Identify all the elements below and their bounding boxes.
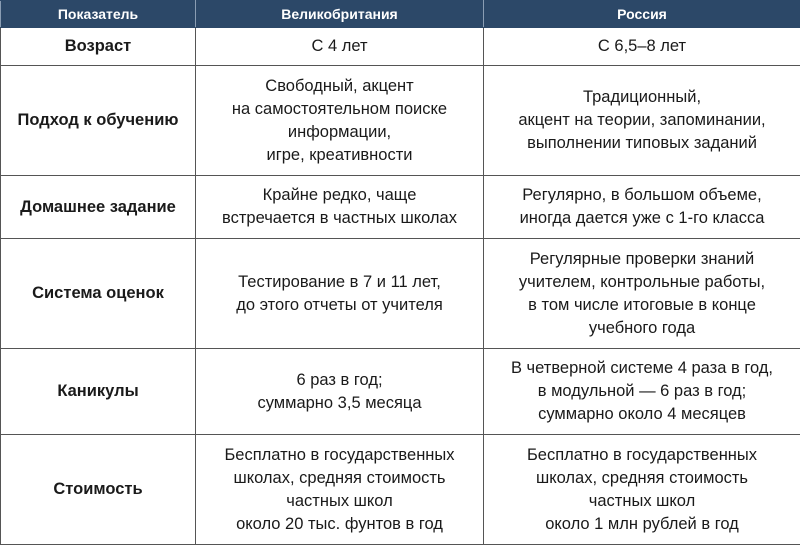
russia-line: частных школ [588, 491, 696, 510]
russia-cell [484, 239, 800, 349]
uk-cell [196, 176, 484, 239]
uk-line: С 4 лет [311, 37, 368, 55]
uk-line: Свободный, акцент [265, 76, 414, 95]
russia-line: выполнении типовых заданий [527, 134, 757, 152]
russia-line: акцент на теории, запоминании, [518, 111, 766, 129]
russia-line: иногда дается уже с 1-го класса [519, 209, 765, 227]
uk-cell [196, 28, 484, 66]
label-text: Домашнее задание [20, 197, 176, 216]
russia-cell [484, 435, 800, 545]
russia-line: С 6,5–8 лет [597, 37, 687, 55]
label-text: Каникулы [57, 382, 139, 400]
uk-line: на самостоятельном поиске [231, 99, 448, 118]
uk-line: информации, [287, 122, 392, 141]
uk-line: Тестирование в 7 и 11 лет, [238, 272, 441, 291]
label-text: Система оценок [32, 284, 164, 302]
table-body [1, 28, 800, 545]
row-approach [1, 66, 800, 176]
uk-line: встречается в частных школах [222, 209, 457, 227]
russia-line: Традиционный, [582, 88, 702, 106]
russia-line: около 1 млн рублей в год [545, 514, 739, 533]
uk-cell [196, 239, 484, 349]
uk-cell [196, 66, 484, 176]
row-label [1, 435, 196, 545]
russia-cell [484, 28, 800, 66]
russia-line: учебного года [588, 318, 696, 337]
uk-line: суммарно 3,5 месяца [257, 393, 422, 412]
uk-line: школах, средняя стоимость [233, 468, 446, 487]
russia-line: в модульной — 6 раз в год; [537, 382, 747, 400]
uk-line: частных школ [286, 491, 393, 510]
uk-cell [196, 435, 484, 545]
russia-line: в том числе итоговые в конце [528, 295, 756, 314]
uk-line: игре, креативности [266, 145, 413, 164]
label-text: Стоимость [53, 480, 143, 498]
label-text: Возраст [64, 37, 132, 55]
row-grading [1, 239, 800, 349]
uk-cell [196, 349, 484, 435]
header-indicator: Показатель [1, 1, 196, 28]
row-label [1, 176, 196, 239]
label-text: Подход к обучению [17, 111, 179, 129]
russia-cell [484, 66, 800, 176]
russia-line: Бесплатно в государственных [526, 445, 758, 464]
table-header [1, 1, 800, 28]
row-age [1, 28, 800, 66]
uk-line: до этого отчеты от учителя [236, 295, 443, 314]
russia-cell [484, 176, 800, 239]
russia-line: Регулярно, в большом объеме, [522, 186, 762, 204]
row-holidays [1, 349, 800, 435]
header-russia: Россия [484, 1, 800, 28]
russia-cell [484, 349, 800, 435]
row-homework [1, 176, 800, 239]
header-uk: Великобритания [196, 1, 484, 28]
russia-line: школах, средняя стоимость [535, 468, 749, 487]
row-label [1, 349, 196, 435]
row-label [1, 66, 196, 176]
header-row [1, 1, 800, 28]
uk-line: около 20 тыс. фунтов в год [236, 514, 443, 533]
russia-line: учителем, контрольные работы, [518, 272, 766, 291]
uk-line: Крайне редко, чаще [262, 186, 417, 204]
russia-line: Регулярные проверки знаний [529, 249, 755, 268]
russia-line: суммарно около 4 месяцев [538, 405, 746, 423]
row-label [1, 239, 196, 349]
uk-line: 6 раз в год; [296, 370, 383, 389]
uk-line: Бесплатно в государственных [224, 445, 455, 464]
row-cost [1, 435, 800, 545]
russia-line: В четверной системе 4 раза в год, [510, 359, 774, 377]
row-label [1, 28, 196, 66]
